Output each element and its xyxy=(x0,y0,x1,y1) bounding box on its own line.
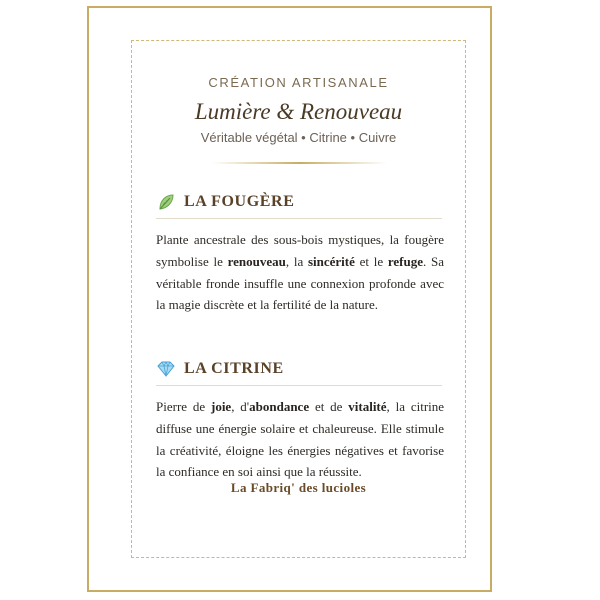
eyebrow-label: CRÉATION ARTISANALE xyxy=(208,75,389,90)
section-paragraph-fougere: Plante ancestrale des sous-bois mystiques, la fougère symbolise le renouveau, la sincérité et le refuge. Sa véritable fronde insuffle une connexion profonde avec la magie discrète et la fertilité de la nature. xyxy=(156,232,445,313)
leaf-icon xyxy=(156,192,176,212)
section-rule xyxy=(156,218,442,219)
keyword-renouveau: renouveau xyxy=(227,253,286,269)
gem-icon xyxy=(156,359,176,379)
keyword-refuge: refuge xyxy=(387,253,424,269)
card-title: Lumière & Renouveau xyxy=(194,99,403,124)
keyword-joie: joie xyxy=(210,399,232,414)
keyword-vitalite: vitalité xyxy=(348,399,387,414)
keyword-abondance: abondance xyxy=(249,399,310,414)
card-subtitle: Véritable végétal • Citrine • Cuivre xyxy=(200,130,397,145)
section-rule xyxy=(156,385,442,386)
section-heading-fougere xyxy=(156,192,442,212)
keyword-sincerite: sincérité xyxy=(307,253,355,269)
gold-divider xyxy=(212,162,387,164)
signature: La Fabriq' des lucioles xyxy=(230,480,367,495)
section-paragraph-citrine: Pierre de joie, d'abondance et de vitalité, la citrine diffuse une énergie solaire et chaleureuse. Elle stimule la créativité, éloigne les énergies négatives et favorise la confiance en soi ainsi que la réussite. xyxy=(156,399,445,480)
section-title: LA CITRINE xyxy=(184,360,284,377)
section-title: LA FOUGÈRE xyxy=(184,193,295,210)
section-heading-citrine xyxy=(156,359,442,379)
